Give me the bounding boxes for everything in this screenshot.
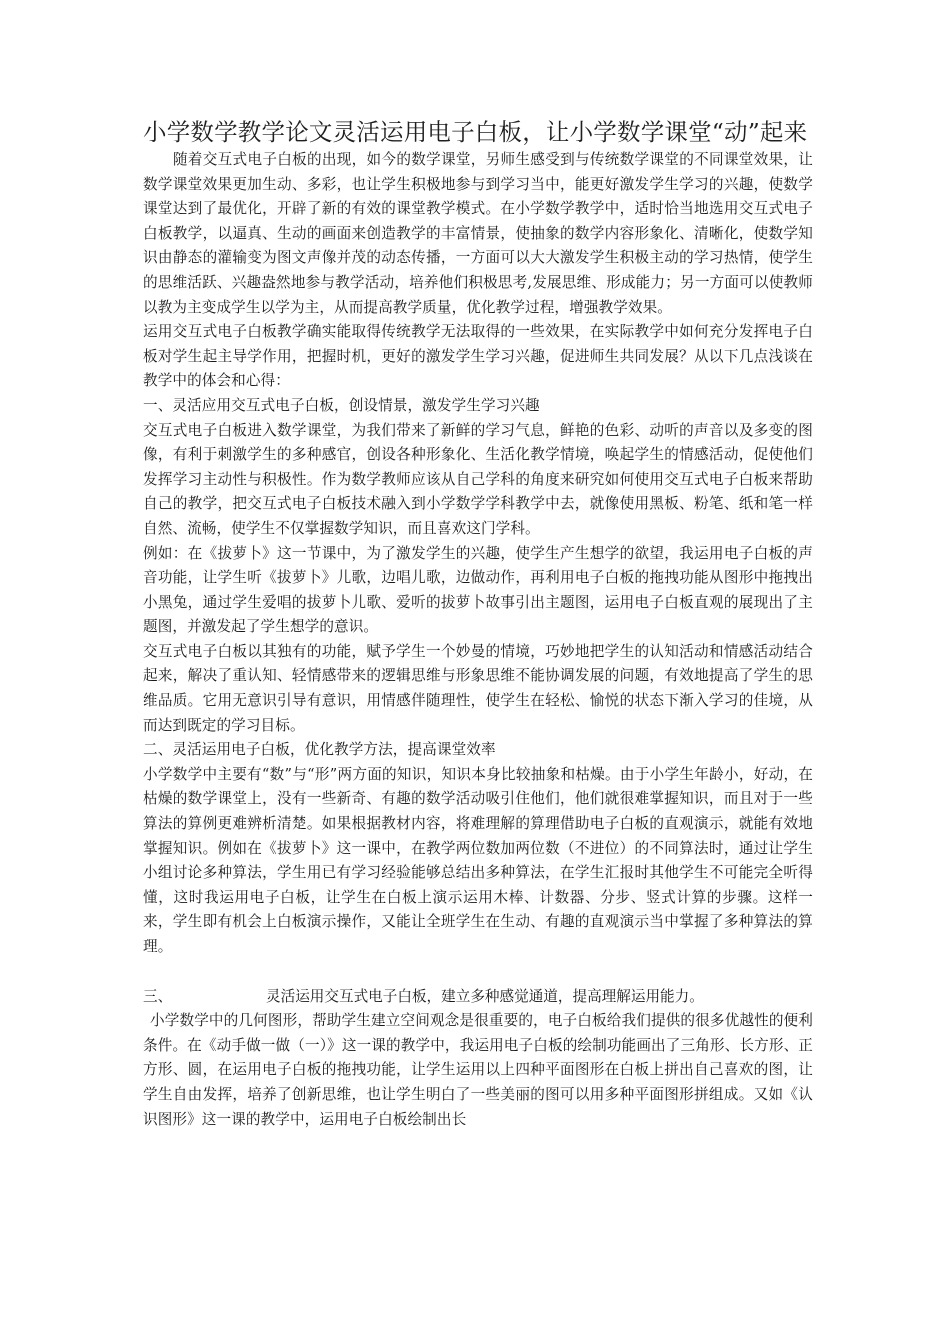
section-heading-1: 一、灵活应用交互式电子白板，创设情景，激发学生学习兴趣	[143, 396, 540, 414]
paragraph-7: 小学数学中的几何图形，帮助学生建立空间观念是很重要的，电子白板给我们提供的很多优越性的便利条件。在《动手做一做（一）》这一课的教学中，我运用电子白板的绘制功能画出了三角形、长方形、正方形、圆，在运用电子白板的拖拽功能，让学生运用以上四种平面图形在白板上拼出自己喜欢的图，让学生自由发挥，培养了创新思维，也让学生明白了一些美丽的图可以用多种平面图形拼组成。又如《认识图形》这一课的教学中，运用电子白板绘制出长	[143, 1012, 813, 1128]
paragraph-5: 交互式电子白板以其独有的功能，赋予学生一个妙曼的情境，巧妙地把学生的认知活动和情感活动结合起来，解决了重认知、轻情感带来的逻辑思维与形象思维不能协调发展的问题，有效地提高了学生的思维品质。它用无意识引导有意识，用情感伴随理性，使学生在轻松、愉悦的状态下渐入学习的佳境，从而达到既定的学习目标。	[143, 642, 813, 734]
section-heading-2: 二、灵活运用电子白板，优化教学方法，提高课堂效率	[143, 741, 496, 759]
intro-paragraph: 随着交互式电子白板的出现，如今的数学课堂，另师生感受到与传统数学课堂的不同课堂效果，让数学课堂效果更加生动、多彩，也让学生积极地参与到学习当中，能更好激发学生学习的兴趣，使数学课堂达到了最优化，开辟了新的有效的课堂教学模式。在小学数学教学中，适时恰当地选用交互式电子白板教学，以逼真、生动的画面来创造教学的丰富情景，使抽象的数学内容形象化、清晰化，使数学知识由静态的灌输变为图文声像并茂的动态传播，一方面可以大大激发学生积极主动的学习热情，使学生的思维活跃、兴趣盎然地参与教学活动，培养他们积极思考,发展思维、形成能力；另一方面可以使教师以教为主变成学生以学为主，从而提高教学质量，优化教学过程，增强教学效果。	[143, 151, 813, 316]
paragraph-6: 小学数学中主要有“数”与“形”两方面的知识，知识本身比较抽象和枯燥。由于小学生年龄小，好动，在枯燥的数学课堂上，没有一些新奇、有趣的数学活动吸引住他们，他们就很难掌握知识，而且对于一些算法的算例更难辨析清楚。如果根据教材内容，将难理解的算理借助电子白板的直观演示，就能有效地掌握知识。例如在《拔萝卜》这一课中，在教学两位数加两位数（不进位）的不同算法时，通过让学生小组讨论多种算法，学生用已有学习经验能够总结出多种算法，在学生汇报时其他学生不可能完全听得懂，这时我运用电子白板，让学生在白板上演示运用木棒、计数器、分步、竖式计算的步骤。这样一来，学生即有机会上白板演示操作，又能让全班学生在生动、有趣的直观演示当中掌握了多种算法的算理。	[143, 765, 813, 955]
paragraph-4: 例如：在《拔萝卜》这一节课中，为了激发学生的兴趣，使学生产生想学的欲望，我运用电子白板的声音功能，让学生听《拔萝卜》儿歌，边唱儿歌，边做动作，再利用电子白板的拖拽功能从图形中拖拽出小黑兔，通过学生爱唱的拔萝卜儿歌、爱听的拔萝卜故事引出主题图，运用电子白板直观的展现出了主题图，并激发起了学生想学的意识。	[143, 544, 813, 636]
paragraph-3: 交互式电子白板进入数学课堂，为我们带来了新鲜的学习气息，鲜艳的色彩、动听的声音以及多变的图像，有利于刺激学生的多种感官，创设各种形象化、生活化教学情境，唤起学生的情感活动，促使他们发挥学习主动性与积极性。作为数学教师应该从自己学科的角度来研究如何使用交互式电子白板来帮助自己的教学，把交互式电子白板技术融入到小学数学学科教学中去，就像使用黑板、粉笔、纸和笔一样自然、流畅，使学生不仅掌握数学知识，而且喜欢这门学科。	[143, 421, 813, 537]
paragraph-2: 运用交互式电子白板教学确实能取得传统教学无法取得的一些效果，在实际教学中如何充分发挥电子白板对学生起主导学作用，把握时机，更好的激发学生学习兴趣，促进师生共同发展？从以下几点浅谈在教学中的体会和心得：	[143, 323, 813, 390]
section-heading-3-number: 三、	[143, 987, 173, 1005]
section-heading-3-text: 灵活运用交互式电子白板，建立多种感觉通道，提高理解运用能力。	[266, 987, 704, 1005]
document-page	[143, 118, 813, 1132]
section-heading-3	[143, 985, 813, 1010]
document-title: 小学数学教学论文灵活运用电子白板，让小学数学课堂“动”起来	[143, 118, 808, 146]
